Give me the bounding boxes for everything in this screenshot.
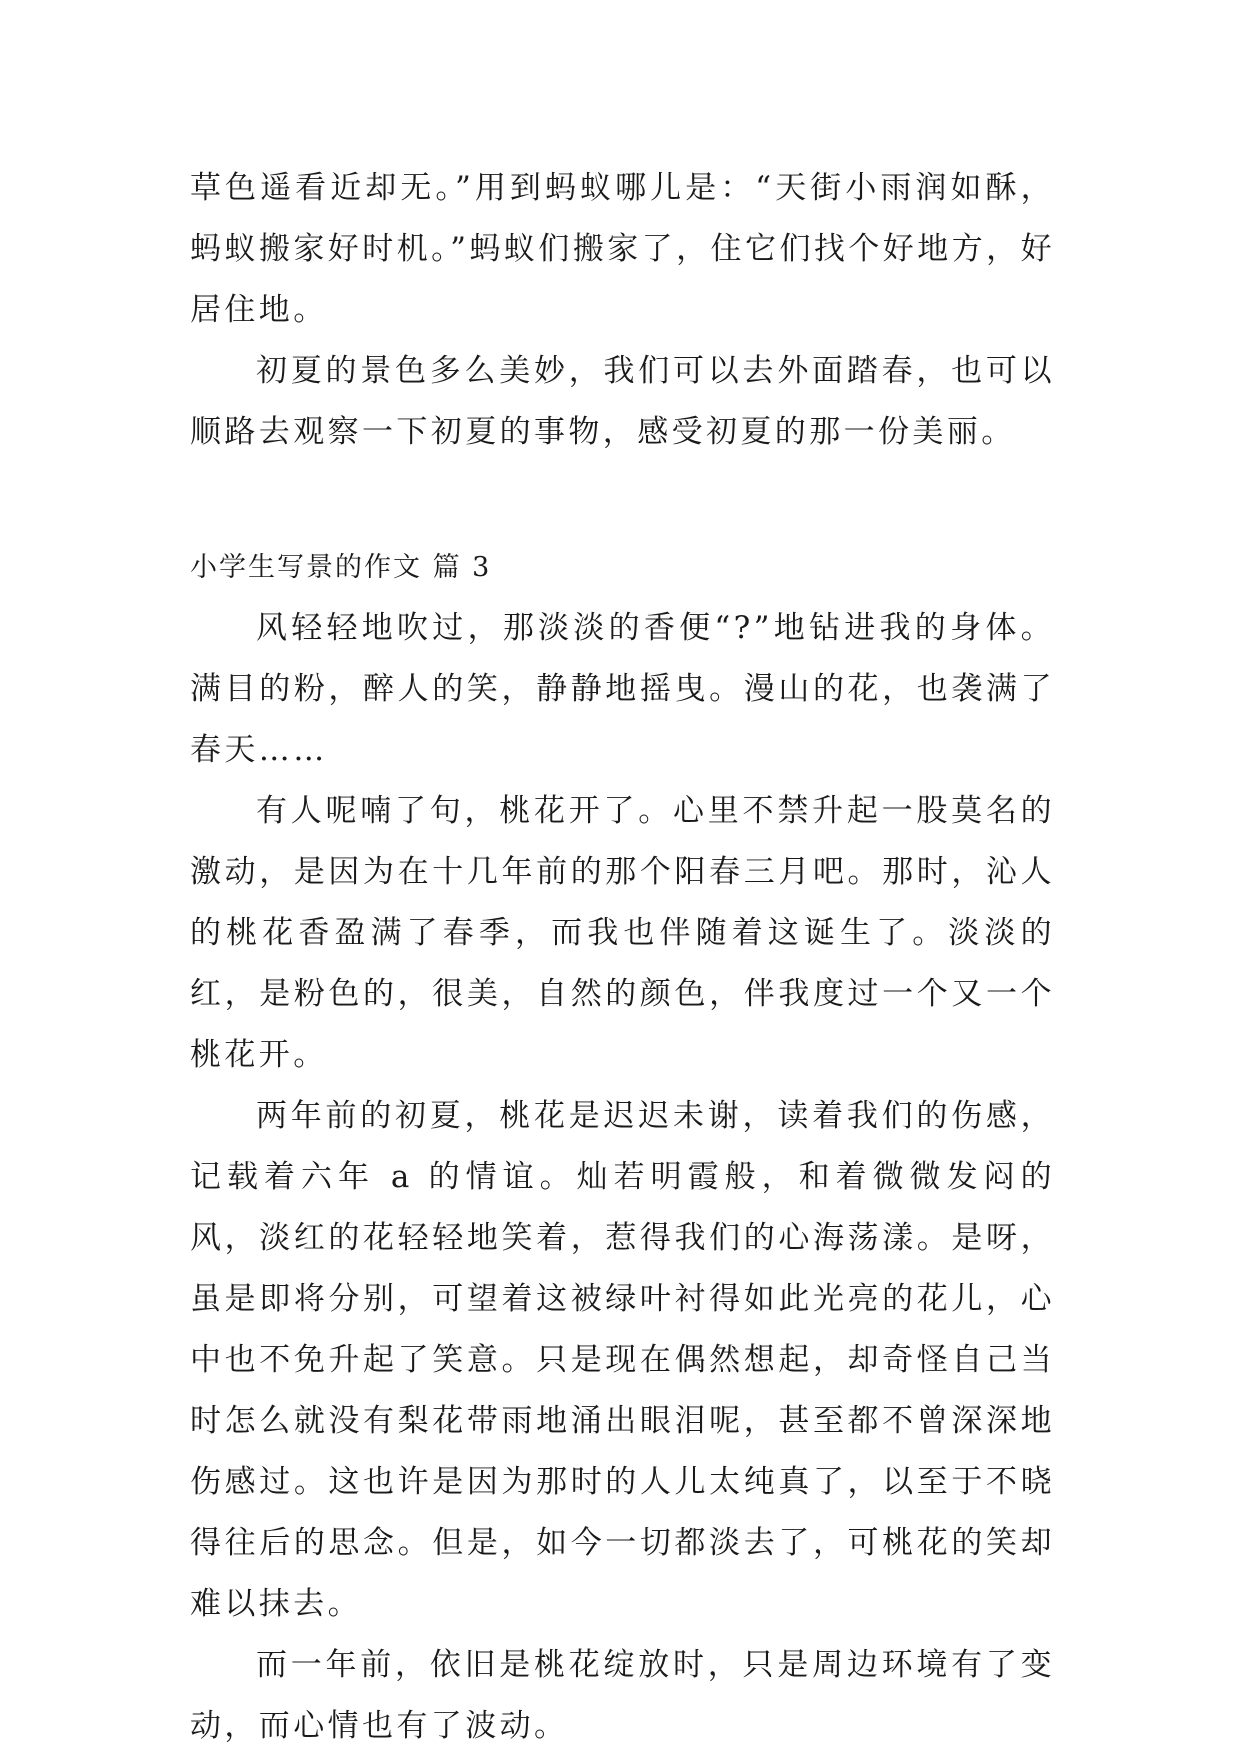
paragraph-two-years-ago: 两年前的初夏，桃花是迟迟未谢，读着我们的伤感，记载着六年 a 的情谊。灿若明霞般，和着微微发闷的风，淡红的花轻轻地笑着，惹得我们的心海荡漾。是呀，虽是即将分别，可望着这被绿叶衬得如此光亮的花儿，心中也不免升起了笑意。只是现在偶然想起，却奇怪自己当时怎么就没有梨花带雨地涌出眼泪呢，甚至都不曾深深地伤感过。这也许是因为那时的人儿太纯真了，以至于不晓得往后的思念。但是，如今一切都淡去了，可桃花的笑却难以抹去。 bbox=[190, 1098, 1055, 1622]
paragraph-continued: 草色遥看近却无。”用到蚂蚁哪儿是：“天街小雨润如酥，蚂蚁搬家好时机。”蚂蚁们搬家了，住它们找个好地方，好居住地。 bbox=[190, 170, 1055, 328]
paragraph-breeze: 风轻轻地吹过，那淡淡的香便“?”地钻进我的身体。满目的粉，醉人的笑，静静地摇曳。漫山的花，也袭满了春天…… bbox=[190, 610, 1055, 768]
paragraph-one-year-ago: 而一年前，依旧是桃花绽放时，只是周边环境有了变动，而心情也有了波动。 bbox=[190, 1647, 1055, 1744]
paragraph-peach-blossom: 有人呢喃了句，桃花开了。心里不禁升起一股莫名的激动，是因为在十几年前的那个阳春三月吧。那时，沁人的桃花香盈满了春季，而我也伴随着这诞生了。淡淡的红，是粉色的，很美，自然的颜色，伴我度过一个又一个桃花开。 bbox=[190, 793, 1055, 1073]
document-page bbox=[190, 158, 1055, 1757]
essay-heading: 小学生写景的作文 篇 3 bbox=[190, 552, 492, 583]
paragraph-early-summer: 初夏的景色多么美妙，我们可以去外面踏春，也可以顺路去观察一下初夏的事物，感受初夏的那一份美丽。 bbox=[190, 353, 1055, 450]
